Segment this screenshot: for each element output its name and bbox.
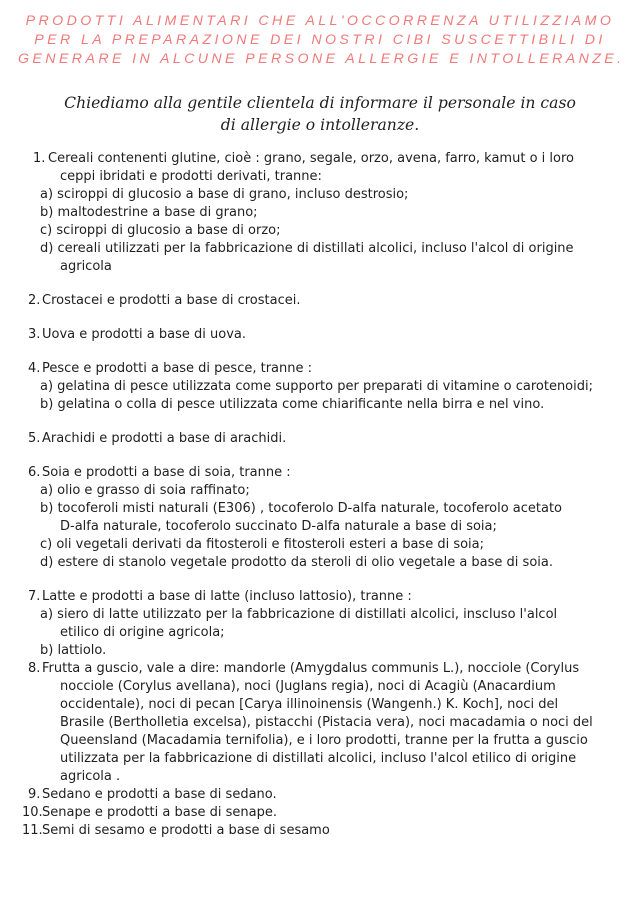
sub-item: d) cereali utilizzati per la fabbricazione di distillati alcolici, incluso l'alcol di origine: [40, 241, 574, 256]
sub-item: a) gelatina di pesce utilizzata come supporto per preparati di vitamine o carotenoidi;: [40, 379, 593, 394]
item-number: 4.: [28, 361, 41, 376]
allergen-list: [22, 150, 632, 840]
item-number: 8.: [28, 661, 41, 676]
sub-item: b) tocoferoli misti naturali (E306) , tocoferolo D-alfa naturale, tocoferolo acetato: [40, 501, 562, 516]
item-line: Brasile (Bertholletia excelsa), pistacchi (Pistacia vera), noci macadamia o noci del: [60, 715, 593, 730]
item-number: 2.: [28, 293, 41, 308]
item-number: 3.: [28, 327, 41, 342]
item-line: agricola .: [60, 769, 121, 784]
sub-item: c) oli vegetali derivati da fitosteroli e fitosteroli esteri a base di soia;: [40, 537, 485, 552]
item-number: 5.: [28, 431, 41, 446]
item-line: Uova e prodotti a base di uova.: [42, 327, 247, 342]
item-line: Cereali contenenti glutine, cioè : grano, segale, orzo, avena, farro, kamut o i loro: [48, 151, 574, 166]
sub-item: d) estere di stanolo vegetale prodotto da steroli di olio vegetale a base di soia.: [40, 555, 553, 570]
item-number: 11.: [22, 823, 43, 838]
item-line: nocciole (Corylus avellana), noci (Juglans regia), noci di Acagiù (Anacardium: [60, 679, 556, 694]
allergen-item-peanuts: [22, 430, 632, 448]
sub-item: a) siero di latte utilizzato per la fabbricazione di distillati alcolici, inscluso l'alcol: [40, 607, 558, 622]
title-line: GENERARE IN ALCUNE PERSONE ALLERGIE E INTOLLERANZE.: [18, 51, 625, 67]
customer-request: [20, 92, 620, 136]
allergen-item-crustaceans: [22, 292, 632, 310]
item-line: utilizzata per la fabbricazione di distillati alcolici, incluso l'alcol etilico di origine: [60, 751, 577, 766]
sub-item-continuation: D-alfa naturale, tocoferolo succinato D-alfa naturale a base di soia;: [60, 519, 497, 534]
item-line: Arachidi e prodotti a base di arachidi.: [42, 431, 287, 446]
item-line: Queensland (Macadamia ternifolia), e i loro prodotti, tranne per la frutta a guscio: [60, 733, 588, 748]
sub-item: c) sciroppi di glucosio a base di orzo;: [40, 223, 281, 238]
title-line: PRODOTTI ALIMENTARI CHE ALL'OCCORRENZA UTILIZZIAMO: [25, 13, 615, 29]
item-line: Sedano e prodotti a base di sedano.: [42, 787, 277, 802]
sub-item-continuation: etilico di origine agricola;: [60, 625, 225, 640]
item-line: Soia e prodotti a base di soia, tranne :: [42, 465, 291, 480]
allergen-item-nuts: [22, 660, 632, 786]
allergen-item-eggs: [22, 326, 632, 344]
subtitle-line: Chiediamo alla gentile clientela di informare il personale in caso: [64, 94, 576, 112]
item-line: Frutta a guscio, vale a dire: mandorle (Amygdalus communis L.), nocciole (Corylus: [42, 661, 580, 676]
allergen-item-celery: [22, 786, 632, 804]
item-number: 1.: [33, 151, 46, 166]
subtitle-line: di allergie o intolleranze.: [220, 116, 420, 134]
sub-item: a) sciroppi di glucosio a base di grano, incluso destrosio;: [40, 187, 409, 202]
sub-item: b) gelatina o colla di pesce utilizzata come chiarificante nella birra e nel vino.: [40, 397, 545, 412]
allergen-item-soy: [22, 464, 632, 572]
allergen-item-cereals: [22, 150, 632, 276]
item-line: Semi di sesamo e prodotti a base di sesamo: [42, 823, 330, 838]
allergen-item-mustard: [22, 804, 632, 822]
item-line: ceppi ibridati e prodotti derivati, tranne:: [60, 169, 322, 184]
item-number: 10.: [22, 805, 43, 820]
allergen-item-fish: [22, 360, 632, 414]
item-line: Crostacei e prodotti a base di crostacei.: [42, 293, 301, 308]
item-number: 7.: [28, 589, 41, 604]
item-line: Pesce e prodotti a base di pesce, tranne :: [42, 361, 313, 376]
notice-title: [18, 12, 625, 69]
allergen-item-sesame: [22, 822, 632, 840]
item-line: Latte e prodotti a base di latte (incluso lattosio), tranne :: [42, 589, 412, 604]
sub-item-continuation: agricola: [60, 259, 112, 274]
item-line: occidentale), noci di pecan [Carya illinoinensis (Wangenh.) K. Koch], noci del: [60, 697, 559, 712]
title-line: PER LA PREPARAZIONE DEI NOSTRI CIBI SUSCETTIBILI DI: [34, 32, 606, 48]
allergen-item-milk: [22, 588, 632, 660]
item-line: Senape e prodotti a base di senape.: [42, 805, 277, 820]
sub-item: a) olio e grasso di soia raffinato;: [40, 483, 250, 498]
item-number: 9.: [28, 787, 41, 802]
sub-item: b) maltodestrine a base di grano;: [40, 205, 258, 220]
item-number: 6.: [28, 465, 41, 480]
sub-item: b) lattiolo.: [40, 643, 107, 658]
